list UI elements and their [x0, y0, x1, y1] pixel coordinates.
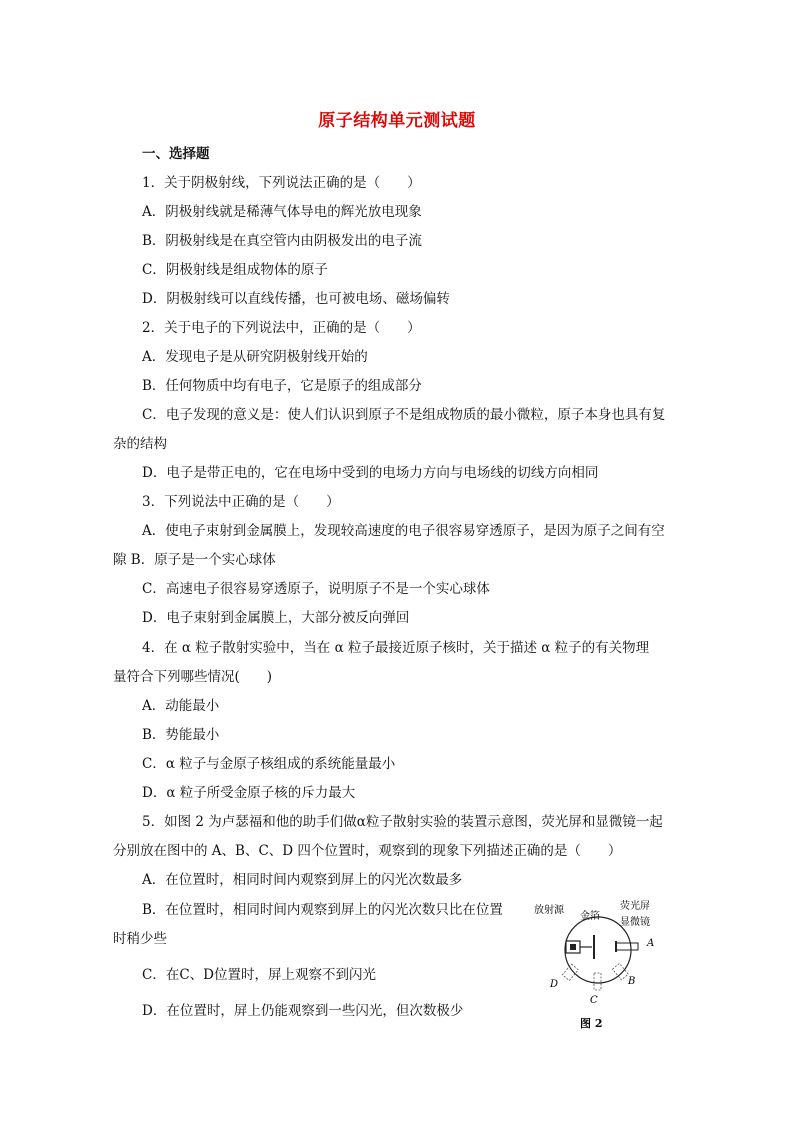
q5-option-a: A．在位置时，相同时间内观察到屏上的闪光次数最多: [142, 872, 463, 888]
microscope-b: [612, 963, 628, 980]
q3-option-a: A．使电子束射到金属膜上，发现较高速度的电子很容易穿透原子，是因为原子之间有空: [142, 523, 665, 539]
q1-option-d: D．阴极射线可以直线传播，也可被电场、磁场偏转: [142, 291, 450, 307]
q3-stem: 3．下列说法中正确的是（ ）: [142, 494, 340, 510]
q4-option-d: D．α 粒子所受金原子核的斥力最大: [142, 785, 356, 801]
q4-stem-cont: 量符合下列哪些情况( ): [113, 669, 273, 685]
q2-option-b: B．任何物质中均有电子，它是原子的组成部分: [142, 378, 422, 394]
microscope-c: [594, 973, 601, 990]
q4-option-b: B．势能最小: [142, 727, 220, 743]
q2-option-c: C．电子发现的意义是：使人们认识到原子不是组成物质的最小微粒，原子本身也具有复: [142, 407, 666, 423]
q1-option-b: B．阴极射线是在真空管内由阴极发出的电子流: [142, 233, 422, 249]
section-heading: 一、选择题: [142, 146, 210, 162]
q5-option-c: C．在C、D位置时，屏上观察不到闪光: [142, 967, 376, 983]
q3-option-a-cont: 隙 B．原子是一个实心球体: [113, 552, 276, 568]
q1-option-a: A．阴极射线就是稀薄气体导电的辉光放电现象: [142, 204, 422, 220]
figure-caption: 图 2: [580, 1017, 603, 1030]
label-screen: 荧光屏: [620, 901, 650, 912]
label-microscope: 显微镜: [620, 917, 650, 928]
q5-option-b-cont: 时稍少些: [113, 931, 167, 947]
q4-stem: 4．在 α 粒子散射实验中，当在 α 粒子最接近原子核时，关于描述 α 粒子的有关物理: [142, 640, 650, 656]
microscope-a: [616, 943, 638, 950]
q5-option-d: D．在位置时，屏上仍能观察到一些闪光，但次数极少: [142, 1003, 464, 1019]
q2-option-a: A．发现电子是从研究阴极射线开始的: [142, 349, 368, 365]
q4-option-c: C．α 粒子与金原子核组成的系统能量最小: [142, 756, 396, 772]
q5-option-b: B．在位置时，相同时间内观察到屏上的闪光次数只比在位置: [142, 902, 503, 918]
microscope-d: [562, 964, 578, 981]
label-pos-a: A: [647, 938, 655, 949]
q4-option-a: A．动能最小: [142, 698, 220, 714]
q5-stem: 5．如图 2 为卢瑟福和他的助手们做α粒子散射实验的装置示意图，荧光屏和显微镜一起: [142, 814, 663, 830]
rutherford-apparatus-figure: [530, 895, 670, 1035]
q1-option-c: C．阴极射线是组成物体的原子: [142, 262, 328, 278]
label-pos-c: C: [590, 995, 598, 1006]
label-pos-d: D: [550, 979, 559, 990]
q3-option-c: C．高速电子很容易穿透原子，说明原子不是一个实心球体: [142, 581, 490, 597]
q2-option-c-cont: 杂的结构: [113, 436, 167, 452]
label-pos-b: B: [628, 976, 636, 987]
q5-stem-cont: 分别放在图中的 A、B、C、D 四个位置时，观察到的现象下列描述正确的是（ ）: [113, 843, 622, 859]
source-core: [570, 944, 576, 950]
label-source: 放射源: [534, 905, 564, 916]
label-foil: 金箔: [580, 911, 600, 922]
q3-option-d: D．电子束射到金属膜上，大部分被反向弹回: [142, 610, 410, 626]
q1-stem: 1．关于阴极射线，下列说法正确的是（ ）: [142, 175, 421, 191]
page-title: 原子结构单元测试题: [318, 111, 476, 131]
q2-option-d: D．电子是带正电的，它在电场中受到的电场力方向与电场线的切线方向相同: [142, 465, 599, 481]
q2-stem: 2．关于电子的下列说法中，正确的是（ ）: [142, 320, 421, 336]
